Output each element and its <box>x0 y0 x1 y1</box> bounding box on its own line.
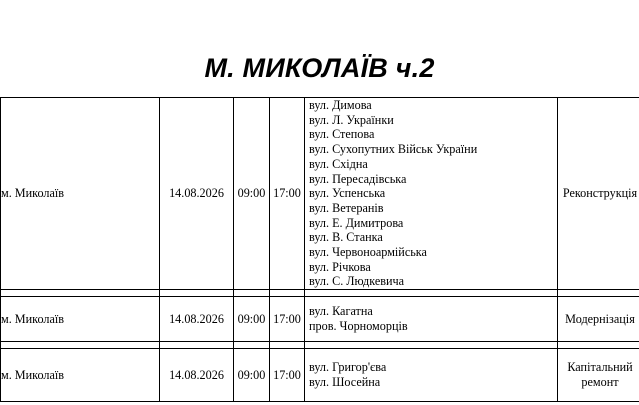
table-row <box>1 98 639 290</box>
start-time-cell: 09:00 <box>234 297 270 342</box>
street-item: вул. Димова <box>309 98 372 112</box>
street-item: пров. Чорноморців <box>309 319 408 334</box>
outage-schedule-table <box>0 97 639 402</box>
end-time-cell: 17:00 <box>270 349 305 402</box>
work-type-cell: Модернізація <box>558 297 639 342</box>
date-cell: 14.08.2026 <box>160 297 234 342</box>
work-type-cell: Реконструкція <box>558 98 639 290</box>
street-item: вул. Е. Димитрова <box>309 215 404 230</box>
page-title: М. МИКОЛАЇВ ч.2 <box>204 53 435 83</box>
row-spacer <box>1 342 639 349</box>
street-item: вул. Ветеранів <box>309 200 384 215</box>
street-item: вул. Річкова <box>309 259 371 274</box>
date-cell: 14.08.2026 <box>160 349 234 402</box>
streets-cell <box>305 349 558 402</box>
street-item: вул. Л. Українки <box>309 112 394 127</box>
streets-cell <box>305 98 558 290</box>
street-item: вул. С. Людкевича <box>309 274 405 289</box>
end-time-cell: 17:00 <box>270 297 305 342</box>
street-item: вул. Сухопутних Військ України <box>309 142 478 157</box>
table-row <box>1 349 639 402</box>
city-cell: м. Миколаїв <box>1 297 160 342</box>
street-item: вул. Кагатна <box>309 304 373 319</box>
city-cell: м. Миколаїв <box>1 98 160 290</box>
street-item: вул. В. Станка <box>309 230 383 245</box>
table-row <box>1 297 639 342</box>
street-item: вул. Степова <box>309 127 375 142</box>
date-cell: 14.08.2026 <box>160 98 234 290</box>
street-item: вул. Червоноармійська <box>309 245 427 260</box>
street-item: вул. Східна <box>309 156 368 171</box>
start-time-cell: 09:00 <box>234 349 270 402</box>
street-item: вул. Успенська <box>309 186 386 201</box>
start-time-cell: 09:00 <box>234 98 270 290</box>
end-time-cell: 17:00 <box>270 98 305 290</box>
street-item: вул. Шосейна <box>309 375 381 390</box>
city-cell: м. Миколаїв <box>1 349 160 402</box>
streets-cell <box>305 297 558 342</box>
street-item: вул. Пересадівська <box>309 171 407 186</box>
street-item: вул. Григор'єва <box>309 360 387 375</box>
work-type-cell: Капітальний ремонт <box>558 349 639 402</box>
row-spacer <box>1 290 639 297</box>
